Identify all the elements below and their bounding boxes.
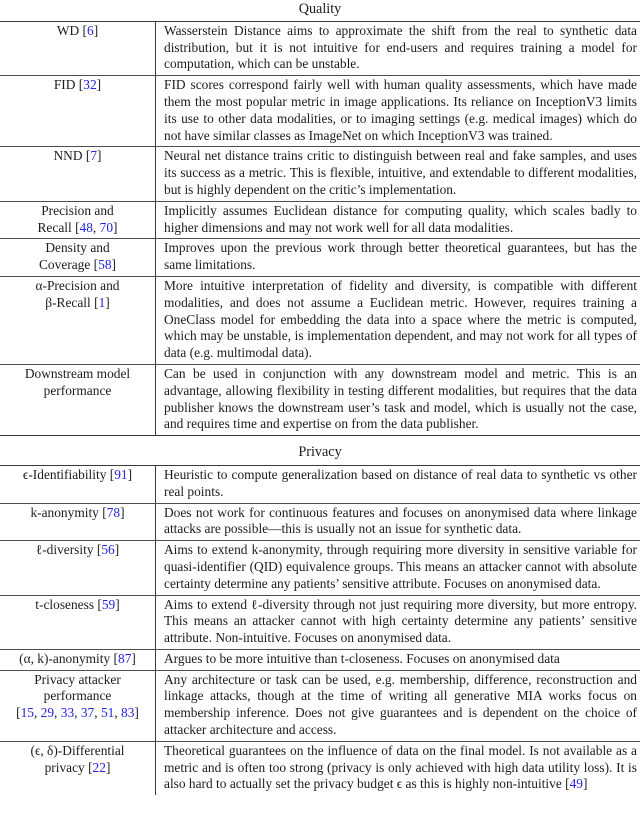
table-row bbox=[0, 76, 640, 147]
metric-label bbox=[0, 239, 155, 276]
metric-label bbox=[0, 466, 155, 503]
citation-link[interactable]: 78 bbox=[106, 504, 121, 520]
citation-link[interactable]: 1 bbox=[98, 294, 106, 310]
metric-description: Aims to extend k-anonymity, through requiring more diversity in sensitive variable for quasi-identifier (QID) equivalence groups. This means an attacker cannot with absolute certainty determine any patients’ sensitive attribute. Focuses on anonymised data. bbox=[155, 541, 640, 594]
table-row bbox=[0, 277, 640, 365]
metric-label-line: Privacy attacker bbox=[34, 671, 121, 687]
metric-label-line: Coverage [58] bbox=[39, 257, 116, 273]
metric-description: Argues to be more intuitive than t-closeness. Focuses on anonymised data bbox=[155, 650, 640, 670]
table-row bbox=[0, 22, 640, 76]
citation-link[interactable]: 15 bbox=[20, 705, 34, 721]
citation-link[interactable]: 58 bbox=[98, 257, 112, 273]
table-row bbox=[0, 202, 640, 240]
section-title: Privacy bbox=[298, 444, 342, 461]
citation-link[interactable]: 33 bbox=[60, 705, 75, 721]
citation-link[interactable]: 29 bbox=[40, 705, 55, 721]
table-row bbox=[0, 541, 640, 595]
metric-label bbox=[0, 202, 155, 239]
citation-link[interactable]: 91 bbox=[114, 466, 128, 482]
metric-description: Wasserstein Distance aims to approximate the shift from the real to synthetic data distribution, but it is not intuitive for end-users and requires training a model for computation, which can be unstable. bbox=[155, 22, 640, 75]
citation-link[interactable]: 48 bbox=[79, 219, 93, 235]
citation-link[interactable]: 83 bbox=[121, 705, 135, 721]
metric-label-line: ℓ-diversity [56] bbox=[35, 542, 120, 558]
metric-label bbox=[0, 76, 155, 146]
metric-description: Theoretical guarantees on the influence of data on the final model. Is not available as a metric and is often too strong (privacy is only achieved with high data utility loss). It is also hard to actually set the privacy budget ϵ as this is highly non-intuitive [49] bbox=[155, 742, 640, 795]
table-row bbox=[0, 365, 640, 435]
metric-description: Aims to extend ℓ-diversity through not just requiring more diversity, but more entropy. This means an attacker cannot with high certainty determine any patients’ sensitive attribute. Non-intuitive. Focuses on anonymised data. bbox=[155, 596, 640, 649]
table-row bbox=[0, 596, 640, 650]
metric-label-line: WD [6] bbox=[56, 22, 99, 38]
citation-link[interactable]: 49 bbox=[569, 776, 583, 792]
metric-description: Improves upon the previous work through better theoretical guarantees, but has the same limitations. bbox=[155, 239, 640, 276]
table-row bbox=[0, 466, 640, 504]
metric-label-line: Precision and bbox=[41, 202, 114, 218]
metric-label-line: k-anonymity [78] bbox=[30, 504, 125, 520]
metric-description: Does not work for continuous features and focuses on anonymised data where linkage attacks are possible—this is usually not an issue for synthetic data. bbox=[155, 504, 640, 541]
citation-link[interactable]: 37 bbox=[80, 705, 95, 721]
metric-label-line: Density and bbox=[45, 240, 110, 256]
metric-label bbox=[0, 541, 155, 594]
metric-label bbox=[0, 504, 155, 541]
metric-description: Any architecture or task can be used, e.g. membership, difference, reconstruction and linkage attacks, though at the time of writing all generative MIA works focus on membership inference. Does not give guarantees and is dependent on the choice of attacker architecture and access. bbox=[155, 671, 640, 741]
metric-label-line: NND [7] bbox=[53, 148, 102, 164]
citation-link[interactable]: 32 bbox=[83, 77, 97, 93]
table-row bbox=[0, 671, 640, 742]
metric-label bbox=[0, 596, 155, 649]
citation-link[interactable]: 7 bbox=[90, 148, 98, 164]
metric-label-line: (ϵ, δ)-Differential bbox=[30, 742, 125, 758]
metric-label bbox=[0, 650, 155, 670]
metric-description: Heuristic to compute generalization based on distance of real data to synthetic vs other real points. bbox=[155, 466, 640, 503]
table-row bbox=[0, 239, 640, 277]
metric-label-line: ϵ-Identifiability [91] bbox=[22, 466, 133, 482]
metric-description: Can be used in conjunction with any downstream model and metric. This is an advantage, allowing flexibility in testing different modalities, but requires that the data publisher knows the downstream user’s task and model, which is usually not the case, and requires time and expertise on from the data publisher. bbox=[155, 365, 640, 435]
metric-label bbox=[0, 277, 155, 364]
metric-label bbox=[0, 365, 155, 435]
citation-link[interactable]: 22 bbox=[92, 759, 106, 775]
metric-label bbox=[0, 22, 155, 75]
metric-label-line: performance bbox=[43, 688, 112, 704]
table-row bbox=[0, 504, 640, 542]
metric-label-line: α-Precision and bbox=[35, 277, 120, 293]
metric-label-line: privacy [22] bbox=[44, 759, 111, 775]
citation-link[interactable]: 56 bbox=[101, 542, 115, 558]
metric-label-line: [15, 29, 33, 37, 51, 83] bbox=[16, 705, 139, 721]
section-privacy bbox=[0, 436, 640, 795]
citation-link[interactable]: 87 bbox=[118, 650, 132, 666]
citation-link[interactable]: 59 bbox=[101, 596, 116, 612]
metric-label-line: Recall [48, 70] bbox=[37, 219, 118, 235]
quality-metrics-table bbox=[0, 21, 640, 436]
table-row bbox=[0, 650, 640, 671]
metric-description: More intuitive interpretation of fidelity and diversity, is compatible with different modalities, and does not assume a Euclidean metric. However, requires training a OneClass model for embedding the data into a space where the metric is computed, which may be unstable, is implementation dependent, and may not work for all types of data (e.g. multimodal data). bbox=[155, 277, 640, 364]
metric-label bbox=[0, 742, 155, 795]
metric-description: Implicitly assumes Euclidean distance for computing quality, which scales badly to higher dimensions and may not work well for all data modalities. bbox=[155, 202, 640, 239]
table-row bbox=[0, 147, 640, 201]
metric-description: Neural net distance trains critic to distinguish between real and fake samples, and uses its success as a metric. This is flexible, intuitive, and extendable to different modalities, but is highly dependent on the critic’s implementation. bbox=[155, 147, 640, 200]
privacy-metrics-table bbox=[0, 465, 640, 795]
table-row bbox=[0, 742, 640, 795]
metric-label-line: β-Recall [1] bbox=[45, 294, 110, 310]
citation-link[interactable]: 51 bbox=[100, 705, 115, 721]
citation-link[interactable]: 6 bbox=[86, 22, 94, 38]
metric-label bbox=[0, 147, 155, 200]
metric-label-line: (α, k)-anonymity [87] bbox=[19, 650, 136, 666]
metric-label-line: performance bbox=[43, 382, 112, 398]
metric-label-line: t-closeness [59] bbox=[35, 596, 120, 612]
metric-label bbox=[0, 671, 155, 741]
citation-link[interactable]: 70 bbox=[99, 219, 114, 235]
metric-description: FID scores correspond fairly well with human quality assessments, which have made them the most popular metric in image applications. Its reliance on InceptionV3 limits its use to other data modalities, or to imaging settings (e.g. medical images) which do not have similar classes as ImageNet on which InceptionV3 was trained. bbox=[155, 76, 640, 146]
metric-label-line: Downstream model bbox=[24, 365, 131, 381]
section-title: Quality bbox=[298, 1, 342, 17]
metric-label-line: FID [32] bbox=[53, 77, 102, 93]
